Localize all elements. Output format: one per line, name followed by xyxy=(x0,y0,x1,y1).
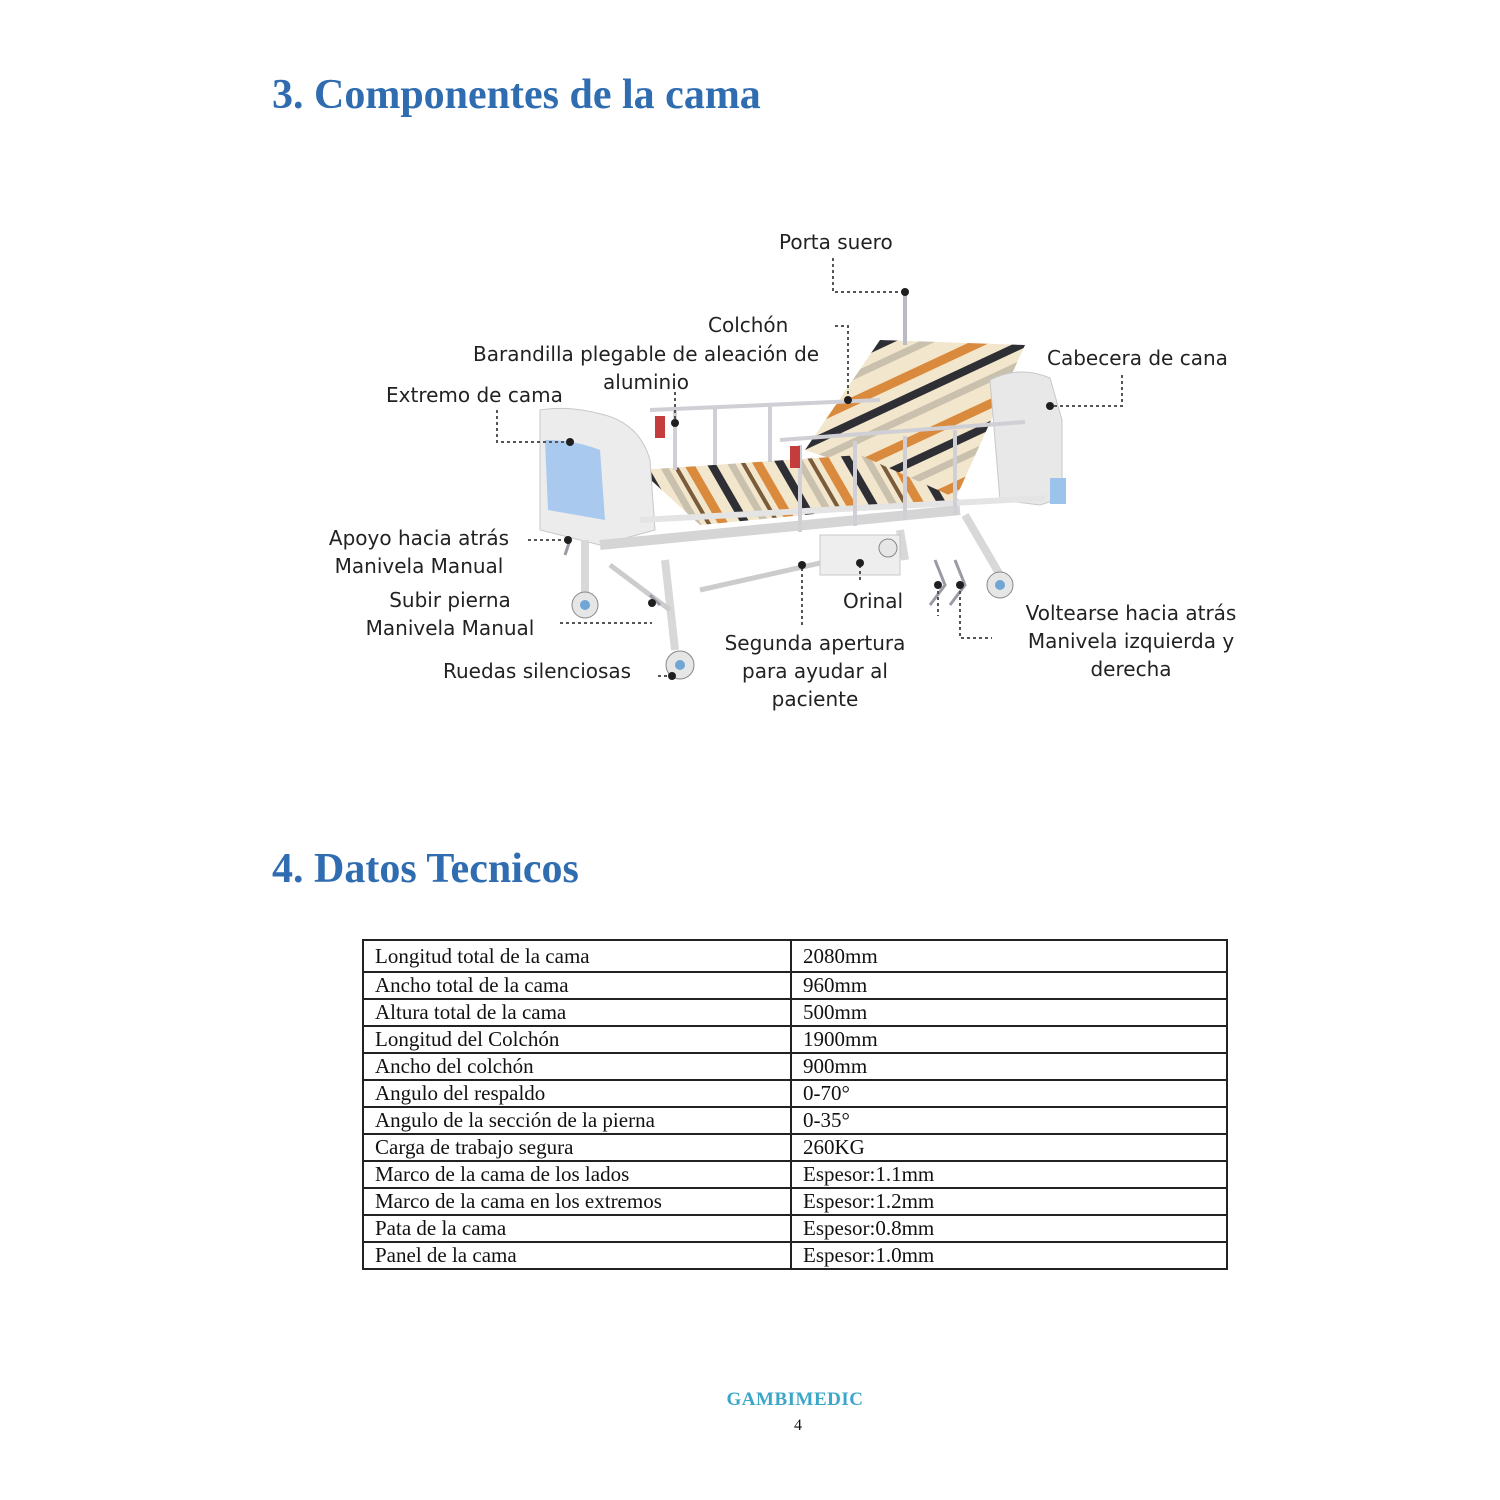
label-voltearse-line2: Manivela izquierda y xyxy=(1027,629,1235,653)
spec-value: 260KG xyxy=(791,1134,1227,1161)
spec-value: Espesor:0.8mm xyxy=(791,1215,1227,1242)
table-row xyxy=(363,1134,1227,1161)
label-segunda-line1: Segunda apertura xyxy=(724,631,906,655)
label-segunda-line2: para ayudar al xyxy=(742,659,888,683)
spec-key: Marco de la cama de los lados xyxy=(363,1161,791,1188)
label-ruedas: Ruedas silenciosas xyxy=(443,659,632,683)
label-voltearse-line1: Voltearse hacia atrás xyxy=(1025,601,1237,625)
label-cabecera: Cabecera de cana xyxy=(1047,346,1228,370)
technical-data-table xyxy=(362,939,1228,1270)
table-row xyxy=(363,1242,1227,1269)
label-apoyo-line1: Apoyo hacia atrás xyxy=(328,526,510,550)
label-barandilla-line1: Barandilla plegable de aleación de xyxy=(473,342,820,366)
label-apoyo-line2: Manivela Manual xyxy=(334,554,504,578)
label-apoyo xyxy=(326,524,512,580)
spec-value: 0-70° xyxy=(791,1080,1227,1107)
spec-key: Angulo de la sección de la pierna xyxy=(363,1107,791,1134)
table-row xyxy=(363,1107,1227,1134)
section-3-title: 3. Componentes de la cama xyxy=(272,72,761,118)
label-subir-line2: Manivela Manual xyxy=(365,616,535,640)
page-number: 4 xyxy=(794,1417,802,1434)
table-row xyxy=(363,1053,1227,1080)
spec-value: Espesor:1.1mm xyxy=(791,1161,1227,1188)
footer-brand: GAMBIMEDIC xyxy=(726,1389,864,1410)
label-porta-suero: Porta suero xyxy=(779,230,893,254)
spec-value: 900mm xyxy=(791,1053,1227,1080)
label-barandilla-line2: aluminio xyxy=(603,370,689,394)
table-row xyxy=(363,1161,1227,1188)
spec-key: Carga de trabajo segura xyxy=(363,1134,791,1161)
label-extremo: Extremo de cama xyxy=(386,383,563,407)
spec-value: 2080mm xyxy=(791,940,1227,972)
spec-key: Panel de la cama xyxy=(363,1242,791,1269)
table-row xyxy=(363,940,1227,972)
spec-value: 0-35° xyxy=(791,1107,1227,1134)
spec-key: Ancho del colchón xyxy=(363,1053,791,1080)
section-4-title: 4. Datos Tecnicos xyxy=(272,846,579,892)
label-colchon: Colchón xyxy=(708,313,789,337)
label-orinal: Orinal xyxy=(843,589,904,613)
table-row xyxy=(363,1188,1227,1215)
spec-key: Altura total de la cama xyxy=(363,999,791,1026)
spec-key: Longitud del Colchón xyxy=(363,1026,791,1053)
spec-value: 1900mm xyxy=(791,1026,1227,1053)
label-voltearse xyxy=(1018,599,1244,683)
spec-key: Ancho total de la cama xyxy=(363,972,791,999)
spec-key: Angulo del respaldo xyxy=(363,1080,791,1107)
table-row xyxy=(363,1080,1227,1107)
spec-value: Espesor:1.2mm xyxy=(791,1188,1227,1215)
label-voltearse-line3: derecha xyxy=(1090,657,1172,681)
table-row xyxy=(363,1026,1227,1053)
label-segunda xyxy=(720,629,910,713)
label-subir xyxy=(360,586,540,642)
spec-key: Longitud total de la cama xyxy=(363,940,791,972)
spec-value: 500mm xyxy=(791,999,1227,1026)
table-row xyxy=(363,999,1227,1026)
label-segunda-line3: paciente xyxy=(771,687,859,711)
spec-value: Espesor:1.0mm xyxy=(791,1242,1227,1269)
table-row xyxy=(363,972,1227,999)
spec-key: Pata de la cama xyxy=(363,1215,791,1242)
label-subir-line1: Subir pierna xyxy=(389,588,511,612)
spec-key: Marco de la cama en los extremos xyxy=(363,1188,791,1215)
spec-value: 960mm xyxy=(791,972,1227,999)
table-row xyxy=(363,1215,1227,1242)
